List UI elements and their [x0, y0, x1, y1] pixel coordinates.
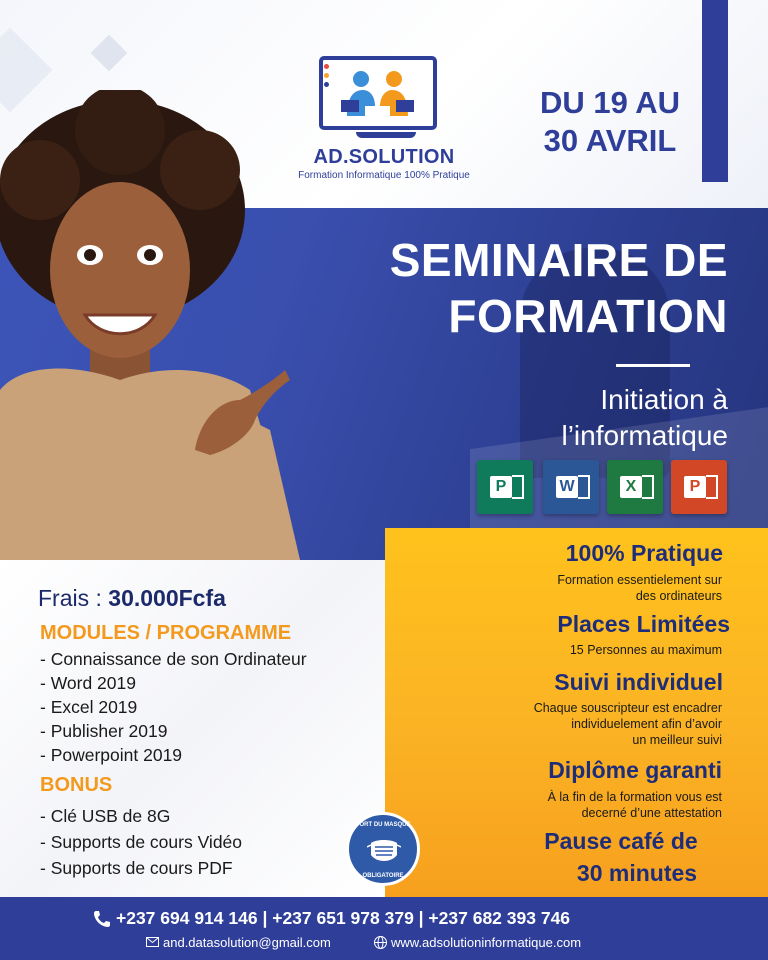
date-line-2: 30 AVRIL	[543, 123, 677, 158]
list-item: - Word 2019	[40, 673, 136, 693]
modules-list	[40, 647, 307, 767]
website-link[interactable]: www.adsolutioninformatique.com	[391, 935, 582, 950]
phone-numbers: +237 694 914 146 | +237 651 978 379 | +237 682 393 746	[116, 908, 571, 928]
feature-desc	[385, 789, 722, 821]
feature-title: Places Limitées	[557, 611, 730, 637]
app-letter: X	[620, 476, 642, 498]
list-item: - Supports de cours PDF	[40, 858, 233, 878]
title-divider	[616, 364, 690, 367]
feature-title: 100% Pratique	[565, 540, 723, 566]
feature-desc	[385, 700, 722, 748]
feature-desc-line: Formation essentielement sur	[557, 573, 722, 587]
bonus-list	[40, 803, 242, 881]
feature-desc	[385, 642, 722, 658]
title-line-1: SEMINAIRE DE	[389, 234, 728, 286]
student-blue-icon	[341, 70, 377, 118]
publisher-icon	[477, 460, 533, 514]
app-letter: P	[490, 476, 512, 498]
feature-desc-line: Chaque souscripteur est encadrer	[533, 701, 722, 715]
mask-required-badge	[346, 812, 420, 886]
logo-name: AD.SOLUTION	[313, 146, 455, 168]
price	[38, 585, 226, 612]
feature-desc-line: individuelement afin d’avoir	[571, 717, 722, 731]
list-item: - Excel 2019	[40, 697, 138, 717]
bonus-heading: BONUS	[40, 774, 113, 796]
list-item: - Connaissance de son Ordinateur	[40, 649, 307, 669]
feature-title: Pause café de	[544, 828, 698, 854]
woman-photo	[0, 90, 320, 560]
app-lines	[706, 475, 718, 499]
app-letter: P	[684, 476, 706, 498]
app-lines	[578, 475, 590, 499]
feature-desc-line: decerné d’une attestation	[581, 806, 722, 820]
powerpoint-icon	[671, 460, 727, 514]
app-lines	[512, 475, 524, 499]
page-title	[300, 232, 728, 344]
subtitle-line-2: l’informatique	[561, 420, 728, 451]
mail-icon	[146, 937, 159, 947]
list-item: - Clé USB de 8G	[40, 806, 171, 826]
date-line-1: DU 19 AU	[539, 85, 681, 120]
decor-diamond	[91, 35, 128, 72]
logo-tagline: Formation Informatique 100% Pratique	[298, 170, 470, 181]
list-item: - Publisher 2019	[40, 721, 168, 741]
feature-title-line-2: 30 minutes	[576, 860, 698, 886]
excel-icon	[607, 460, 663, 514]
price-label: Frais :	[38, 585, 109, 611]
monitor-dots	[324, 64, 330, 91]
list-item: - Supports de cours Vidéo	[40, 832, 243, 852]
word-icon	[543, 460, 599, 514]
monitor-stand	[356, 132, 416, 138]
face-mask-icon	[367, 835, 401, 867]
app-lines	[642, 475, 654, 499]
feature-desc	[385, 572, 722, 604]
student-orange-icon	[378, 70, 414, 118]
feature-desc-line: des ordinateurs	[635, 589, 722, 603]
modules-heading: MODULES / PROGRAMME	[40, 622, 292, 644]
mask-badge-bottom: OBLIGATOIRE	[362, 873, 404, 879]
feature-desc-line: un meilleur suivi	[632, 733, 722, 747]
app-letter: W	[556, 476, 578, 498]
mask-badge-top: PORT DU MASQUE	[355, 822, 411, 828]
list-item: - Powerpoint 2019	[40, 745, 183, 765]
price-amount: 30.000Fcfa	[108, 585, 226, 611]
page-subtitle	[480, 382, 728, 454]
feature-desc-line: 15 Personnes au maximum	[569, 643, 722, 657]
feature-title: Diplôme garanti	[548, 757, 722, 783]
feature-desc-line: À la fin de la formation vous est	[547, 790, 722, 804]
event-dates	[520, 84, 700, 160]
email-link[interactable]: and.datasolution@gmail.com	[163, 935, 331, 950]
title-line-2: FORMATION	[448, 290, 728, 342]
globe-icon	[374, 936, 387, 949]
accent-bar	[702, 0, 728, 182]
subtitle-line-1: Initiation à	[600, 384, 728, 415]
feature-title: Suivi individuel	[554, 669, 723, 695]
